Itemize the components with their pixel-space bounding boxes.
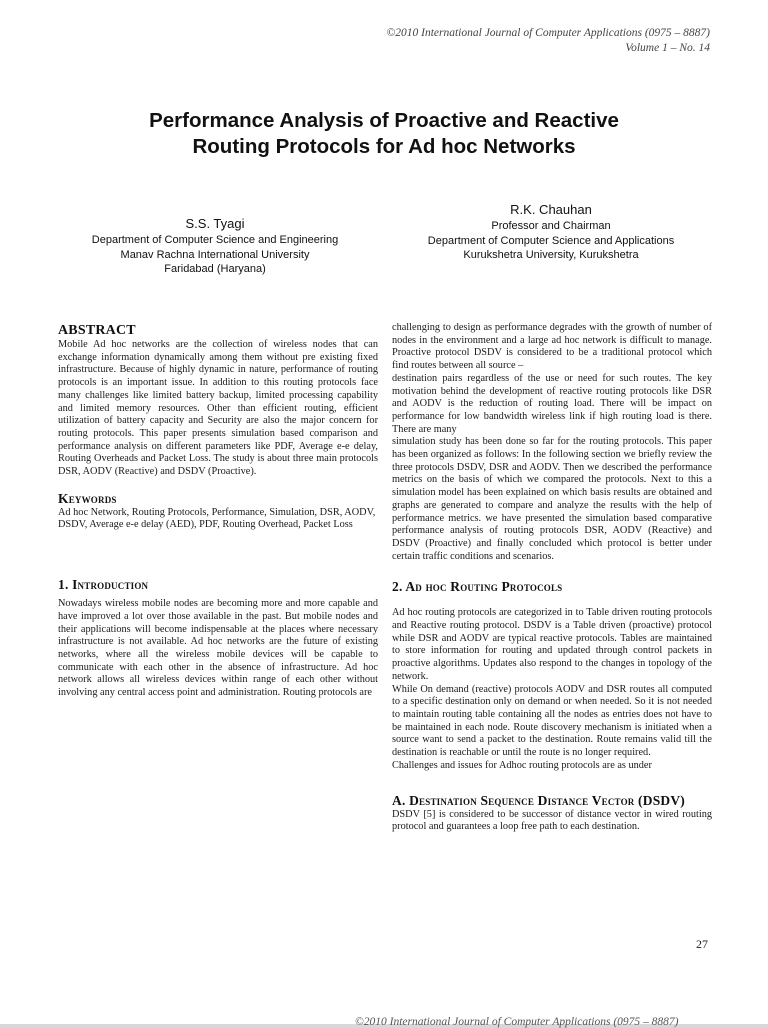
page-number: 27: [696, 937, 708, 951]
author-affiliation-line: Department of Computer Science and Applications: [427, 234, 675, 247]
author-affiliation-line: Kurukshetra University, Kurukshetra: [463, 249, 639, 261]
journal-header-line2: Volume 1 – No. 14: [625, 42, 710, 54]
author-affiliation-line: Professor and Chairman: [491, 220, 611, 232]
paper-title-line2: Routing Protocols for Ad hoc Networks: [192, 135, 576, 158]
body-paragraph: challenging to design as performance degrades with the growth of number of nodes in the environment and a large ad hoc network is difficult to manage. Proactive protocol DSDV is considered to be a traditional protocol which find routes between all source –: [392, 322, 712, 372]
keywords-heading: Keywords: [58, 490, 117, 506]
author-name: S.S. Tyagi: [185, 216, 245, 231]
paper-title: [60, 108, 708, 160]
author-affiliation-line: Department of Computer Science and Engineering: [91, 234, 339, 246]
paper-title-line1: Performance Analysis of Proactive and Reactive: [149, 109, 619, 132]
journal-header-line1: ©2010 International Journal of Computer Applications (0975 – 8887): [386, 27, 710, 39]
keywords-text: Ad hoc Network, Routing Protocols, Performance, Simulation, DSR, AODV, DSDV, Average e-e delay (AED), PDF, Routing Overhead, Packet Loss: [58, 506, 376, 531]
sectionA-heading: A. Destination Sequence Distance Vector (DSDV): [392, 792, 686, 808]
left-column: [58, 322, 378, 700]
abstract-text: Mobile Ad hoc networks are the collection of wireless nodes that can exchange information dynamically among them without pre existing fixed infrastructure. Because of highly dynamic in nature, performance of routing protocols is an important issue. In addition to this routing protocols face many challenges like limited battery backup, limited processing capability and limited memory resources. Other than efficient routing, efficient utilization of battery capacity and Security are also the major concern for routing protocols. This paper presents simulation based comparison and performance analysis on different parameters like PDF, Average e-e delay, Routing Overheads and Packet Loss. The study is about three main protocols DSR, AODV (Reactive) and DSDV (Proactive).: [58, 339, 378, 478]
body-paragraph: simulation study has been done so far for the routing protocols. This paper has been organized as follows: In the following section we briefly review the three protocols DSDV, DSR and AODV. Then we described the performance metrics on the basis of which we compared the protocols. Next to this a simulation model has been explained on which basis results are obtained and graphs are generated to compare and analyze the results with the help of performance metrics. we have presented the simulation based comparative performance analysis of routing protocols DSR, AODV (Reactive) and DSDV (Proactive) and finally concluded which protocol is better under certain traffic conditions and scenarios.: [392, 436, 712, 562]
sectionA-text: DSDV [5] is considered to be successor of distance vector in wired routing protocol and guarantees a loop free path to each destination.: [392, 808, 712, 833]
abstract-heading: ABSTRACT: [58, 323, 136, 338]
introduction-text: Nowadays wireless mobile nodes are becoming more and more capable and have improved a lot over those available in the past. But mobile nodes and their applications will become indispensable at the places where necessary infrastructure is not available. Ad hoc networks are the future of existing networks, where all the wireless mobile devices will be capable to communicate with each other in the absence of infrastructure. Ad hoc network allows all wireless devices within range of each other without involving any central access point and administration. Routing protocols are: [58, 598, 378, 699]
journal-header: [387, 26, 710, 56]
author-affiliation-line: Faridabad (Haryana): [164, 263, 266, 275]
author-block-2: [398, 201, 704, 263]
author-affiliation-line: Manav Rachna International University: [120, 248, 310, 261]
next-page-header-cut: ©2010 International Journal of Computer Applications (0975 – 8887): [355, 1016, 679, 1028]
author-name: R.K. Chauhan: [510, 202, 592, 217]
section2-paragraph: Ad hoc routing protocols are categorized in to Table driven routing protocols and Reactive routing protocol. DSDV is a Table driven (proactive) protocol while DSR and AODV are typical reactive protocols. Tables are maintained to store information for routing and updated through control packets in proactive algorithms. Updates also respond to the changes in topology of the network.: [392, 607, 712, 682]
body-paragraph: destination pairs regardless of the use or need for such routes. The key motivation behind the development of reactive routing protocols like DSR and AODV is the reduction of routing load. There will be impact on performance for low bandwidth wireless link if high routing load is there. There are many: [392, 372, 712, 435]
section2-paragraph: While On demand (reactive) protocols AODV and DSR routes all computed to a specific destination only on demand or when needed. So it is not needed to maintain routing table containing all the nodes as entries does not have to be maintained in each node. Route discovery mechanism is initiated when a source want to send a packet to the destination. Route remains valid till the destination is reachable or until the route is no longer required.: [392, 683, 712, 759]
author-block-1: [60, 215, 370, 277]
section2-paragraph: Challenges and issues for Adhoc routing protocols are as under: [392, 759, 652, 771]
introduction-heading: 1. Introduction: [58, 577, 149, 593]
section2-heading: 2. Ad hoc Routing Protocols: [392, 579, 563, 595]
right-column: [392, 322, 712, 834]
